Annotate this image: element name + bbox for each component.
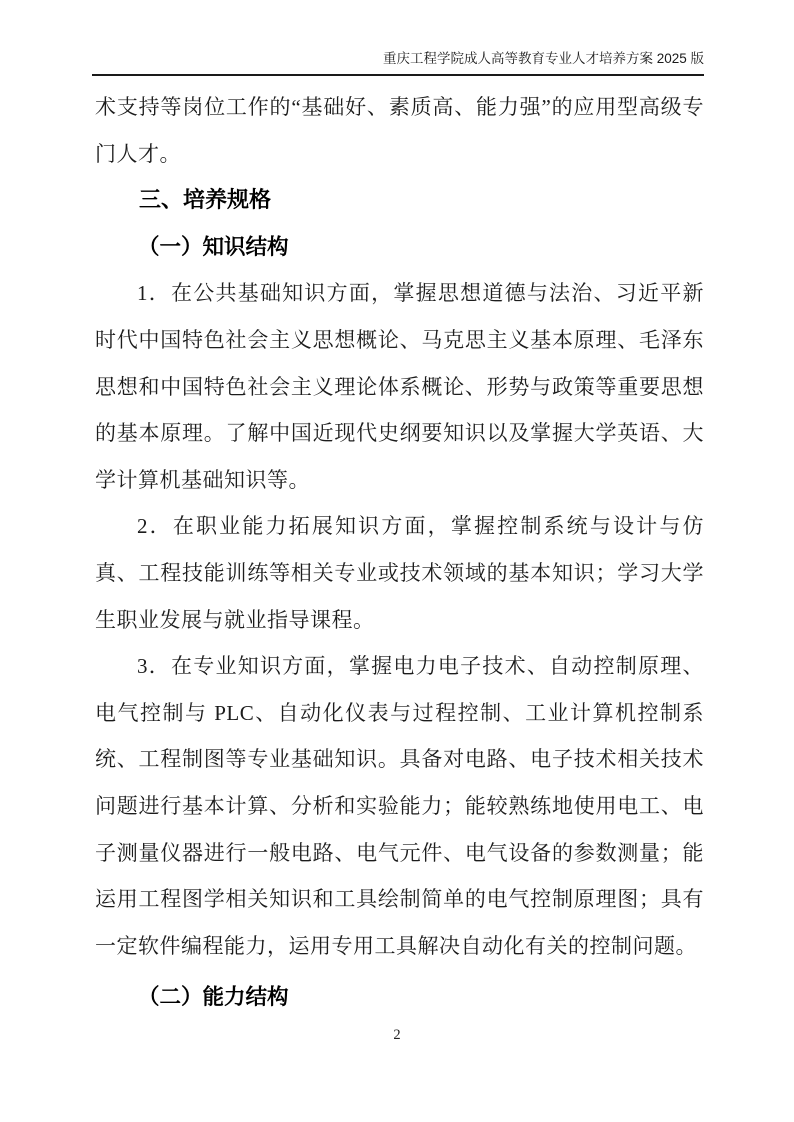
section-heading-training-specs: 三、培养规格 [139,187,272,213]
intro-continuation-paragraph: 术支持等岗位工作的“基础好、素质高、能力强”的应用型高级专门人才。 [95,95,704,166]
page-number: 2 [393,1027,401,1043]
knowledge-paragraph-3: 3．在专业知识方面，掌握电力电子技术、自动控制原理、电气控制与 PLC、自动化仪表与过程控制、工业计算机控制系统、工程制图等专业基础知识。具备对电路、电子技术相关技术问题进行基本计算、分析和实验能力；能较熟练地使用电工、电子测量仪器进行一般电路、电气元件、电气设备的参数测量；能运用工程图学相关知识和工具绘制简单的电气控制原理图；具有一定软件编程能力，运用专用工具解决自动化有关的控制问题。 [95,654,704,958]
subsection-heading-knowledge-structure: （一）知识结构 [138,234,289,259]
page-footer [0,1024,794,1046]
knowledge-paragraph-2: 2．在职业能力拓展知识方面，掌握控制系统与设计与仿真、工程技能训练等相关专业或技术领域的基本知识；学习大学生职业发展与就业指导课程。 [95,514,704,632]
knowledge-paragraph-1: 1．在公共基础知识方面，掌握思想道德与法治、习近平新时代中国特色社会主义思想概论、马克思主义基本原理、毛泽东思想和中国特色社会主义理论体系概论、形势与政策等重要思想的基本原理。了解中国近现代史纲要知识以及掌握大学英语、大学计算机基础知识等。 [95,281,704,492]
header-title: 重庆工程学院成人高等教育专业人才培养方案 2025 版 [382,51,704,66]
subsection-heading-ability-structure: （二）能力结构 [138,985,289,1010]
document-body [95,84,704,1021]
page-header [92,50,704,76]
